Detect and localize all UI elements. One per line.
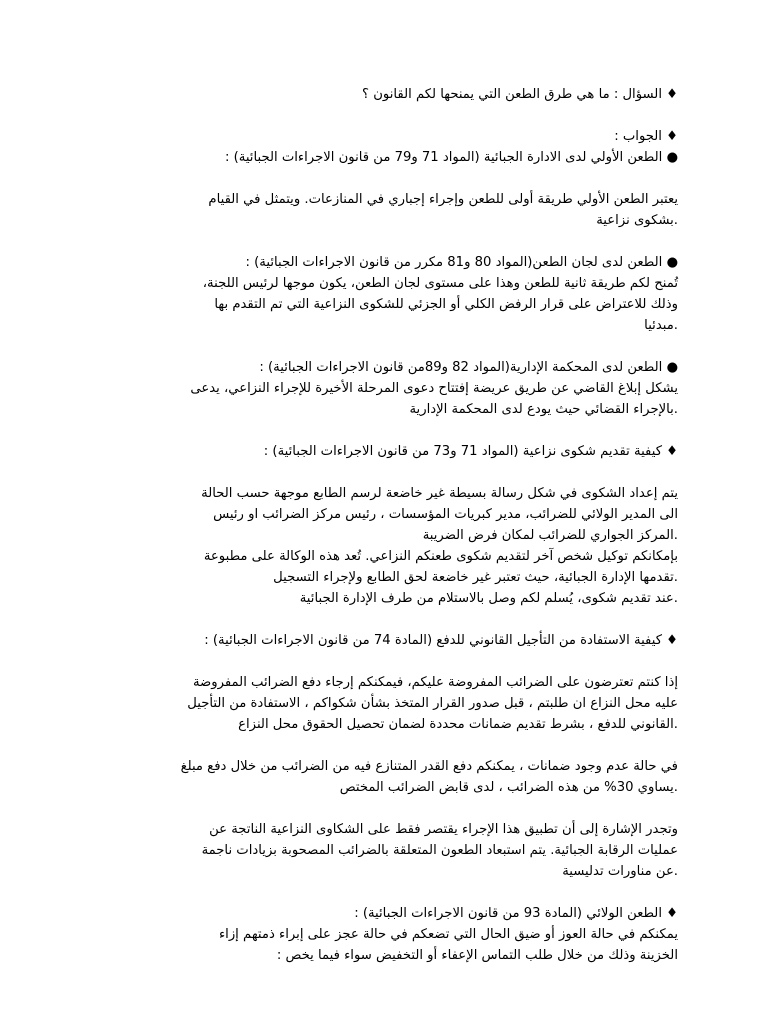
- paragraph-line: الى المدير الولائي للضرائب، مدير كبريات المؤسسات ، رئيس مركز الضرائب او رئيس: [213, 507, 678, 522]
- spacer: [88, 735, 678, 756]
- paragraph-line: يعتبر الطعن الأولي طريقة أولى للطعن وإجراء إجباري في المنازعات. ويتمثل في القيام: [208, 192, 678, 207]
- paragraph-line: بإمكانكم توكيل شخص آخر لتقديم شكوى طعنكم النزاعي. تُعد هذه الوكالة على مطبوعة: [203, 549, 678, 564]
- spacer: [88, 336, 678, 357]
- spacer: [88, 609, 678, 630]
- section-heading: ● الطعن لدى لجان الطعن(المواد 80 و81 مكرر من قانون الاجراءات الجبائية) :: [245, 255, 678, 270]
- paragraph-line: يمكنكم في حالة العوز أو ضيق الحال التي تضعكم في حالة عجز على إبراء ذمتهم إزاء: [218, 927, 678, 942]
- paragraph-line: .بالإجراء القضائي حيث يودع لدى المحكمة الإدارية: [409, 402, 678, 417]
- paragraph-line: وذلك للاعتراض على قرار الرفض الكلي أو الجزئي للشكوى النزاعية التي تم التقدم بها: [214, 297, 678, 312]
- spacer: [88, 231, 678, 252]
- paragraph-line: .تقدمها الإدارة الجبائية، حيث تعتبر غير خاضعة لحق الطابع ولإجراء التسجيل: [273, 570, 678, 585]
- section-heading: ● الطعن لدى المحكمة الإدارية(المواد 82 و89من قانون الاجراءات الجبائية) :: [259, 360, 678, 375]
- paragraph-line: يشكل إبلاغ القاضي عن طريق عريضة إفتتاح دعوى المرحلة الأخيرة للإجراء النزاعي، يدعى: [190, 381, 678, 396]
- document-page: [88, 84, 678, 966]
- paragraph-line: وتجدر الإشارة إلى أن تطبيق هذا الإجراء يقتصر فقط على الشكاوى النزاعية الناتجة عن: [209, 822, 678, 837]
- spacer: [88, 105, 678, 126]
- paragraph-line: الخزينة وذلك من خلال طلب التماس الإعفاء أو التخفيض سواء فيما يخص :: [276, 948, 678, 963]
- paragraph-line: .القانوني للدفع ، بشرط تقديم ضمانات محددة لضمان تحصيل الحقوق محل النزاع: [238, 717, 678, 732]
- paragraph-line: .مبدئيا: [644, 318, 678, 333]
- paragraph-line: إذا كنتم تعترضون على الضرائب المفروضة عليكم، فيمكنكم إرجاء دفع الضرائب المفروضة: [192, 675, 678, 690]
- spacer: [88, 168, 678, 189]
- paragraph-line: يتم إعداد الشكوى في شكل رسالة بسيطة غير خاضعة لرسم الطابع موجهة حسب الحالة: [201, 486, 678, 501]
- spacer: [88, 882, 678, 903]
- paragraph-line: .بشكوى نزاعية: [596, 213, 678, 228]
- section-heading: ♦ كيفية تقديم شكوى نزاعية (المواد 71 و73 من قانون الاجراءات الجبائية) :: [263, 444, 678, 459]
- paragraph-line: .عند تقديم شكوى، يُسلم لكم وصل بالاستلام من طرف الإدارة الجبائية: [299, 591, 678, 606]
- section-heading: ♦ كيفية الاستفادة من التأجيل القانوني للدفع (المادة 74 من قانون الاجراءات الجبائية) :: [204, 633, 678, 648]
- paragraph-line: في حالة عدم وجود ضمانات ، يمكنكم دفع القدر المتنازع فيه من الضرائب من خلال دفع مبلغ: [180, 759, 678, 774]
- section-heading: ● الطعن الأولي لدى الادارة الجبائية (المواد 71 و79 من قانون الاجراءات الجبائية) :: [224, 150, 678, 165]
- paragraph-line: عليه محل النزاع ان طلبتم ، قبل صدور القرار المتخذ بشأن شكواكم ، الاستفادة من التأجيل: [187, 696, 678, 711]
- paragraph-line: .المركز الجواري للضرائب لمكان فرض الضريبة: [422, 528, 678, 543]
- spacer: [88, 420, 678, 441]
- question-line: ♦ السؤال : ما هي طرق الطعن التي يمنحها لكم القانون ؟: [362, 87, 678, 102]
- paragraph-line: عمليات الرقابة الجبائية. يتم استبعاد الطعون المتعلقة بالضرائب المصحوبة بزيادات ناجمة: [201, 843, 678, 858]
- paragraph-line: .يساوي 30% من هذه الضرائب ، لدى قابض الضرائب المختص: [339, 780, 678, 795]
- spacer: [88, 462, 678, 483]
- spacer: [88, 651, 678, 672]
- section-heading: ♦ الطعن الولائي (المادة 93 من قانون الاجراءات الجبائية) :: [354, 906, 678, 921]
- paragraph-line: .عن مناورات تدليسية: [562, 864, 678, 879]
- spacer: [88, 798, 678, 819]
- paragraph-line: تُمنح لكم طريقة ثانية للطعن وهذا على مستوى لجان الطعن، يكون موجها لرئيس اللجنة،: [202, 276, 678, 291]
- answer-label: ♦ الجواب :: [614, 129, 678, 144]
